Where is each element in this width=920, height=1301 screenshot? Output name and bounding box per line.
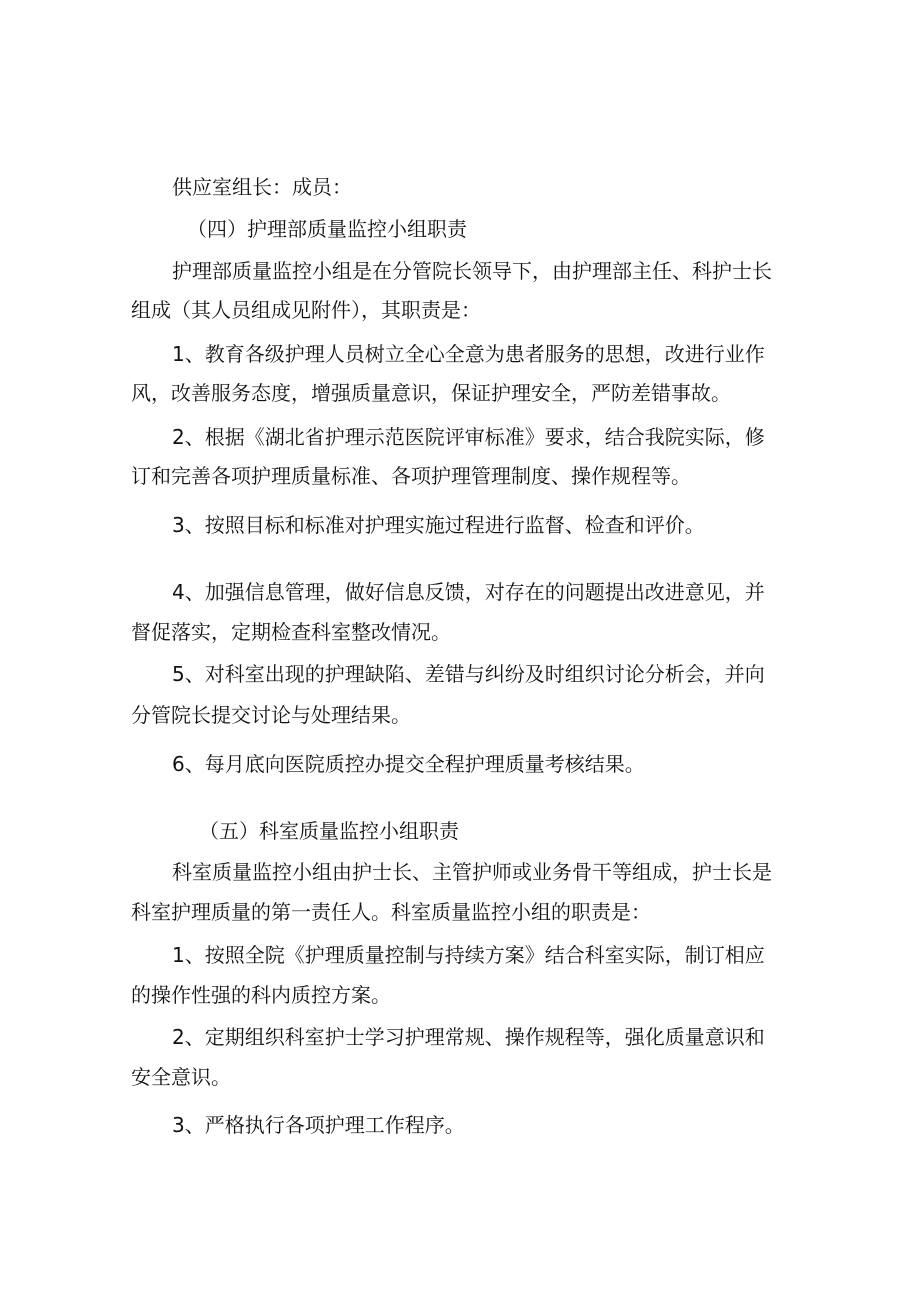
list-item-line: 6、每月底向医院质控办提交全程护理质量考核结果。	[172, 752, 645, 776]
list-item-line: 3、按照目标和标准对护理实施过程进行监督、检查和评价。	[172, 513, 705, 537]
list-item-line: 1、按照全院《护理质量控制与持续方案》结合科室实际，制订相应	[172, 943, 765, 967]
list-item-line: 5、对科室出现的护理缺陷、差错与纠纷及时组织讨论分析会，并向	[172, 662, 765, 686]
supply-room-members-line: 供应室组长：成员：	[172, 175, 352, 199]
list-item-line: 1、教育各级护理人员树立全心全意为患者服务的思想，改进行业作	[172, 342, 765, 366]
list-item-line: 督促落实，定期检查科室整改情况。	[131, 620, 451, 644]
list-item-line: 的操作性强的科内质控方案。	[131, 983, 391, 1007]
list-item-line: 风，改善服务态度，增强质量意识，保证护理安全，严防差错事故。	[131, 381, 731, 405]
list-item-line: 安全意识。	[131, 1065, 231, 1089]
paragraph-line: 护理部质量监控小组是在分管院长领导下，由护理部主任、科护士长	[172, 259, 772, 283]
list-item-line: 2、根据《湖北省护理示范医院评审标准》要求，结合我院实际，修	[172, 425, 765, 449]
section-heading-4: （四）护理部质量监控小组职责	[187, 217, 467, 241]
list-item-line: 订和完善各项护理质量标准、各项护理管理制度、操作规程等。	[131, 464, 691, 488]
list-item-line: 3、严格执行各项护理工作程序。	[172, 1113, 465, 1137]
section-heading-5: （五）科室质量监控小组职责	[199, 819, 459, 843]
list-item-line: 分管院长提交讨论与处理结果。	[131, 703, 411, 727]
paragraph-line: 科室护理质量的第一责任人。科室质量监控小组的职责是：	[131, 900, 651, 924]
list-item-line: 4、加强信息管理，做好信息反馈，对存在的问题提出改进意见，并	[172, 580, 765, 604]
paragraph-line: 科室质量监控小组由护士长、主管护师或业务骨干等组成，护士长是	[172, 860, 772, 884]
list-item-line: 2、定期组织科室护士学习护理常规、操作规程等，强化质量意识和	[172, 1025, 765, 1049]
paragraph-line: 组成（其人员组成见附件），其职责是：	[131, 298, 481, 322]
